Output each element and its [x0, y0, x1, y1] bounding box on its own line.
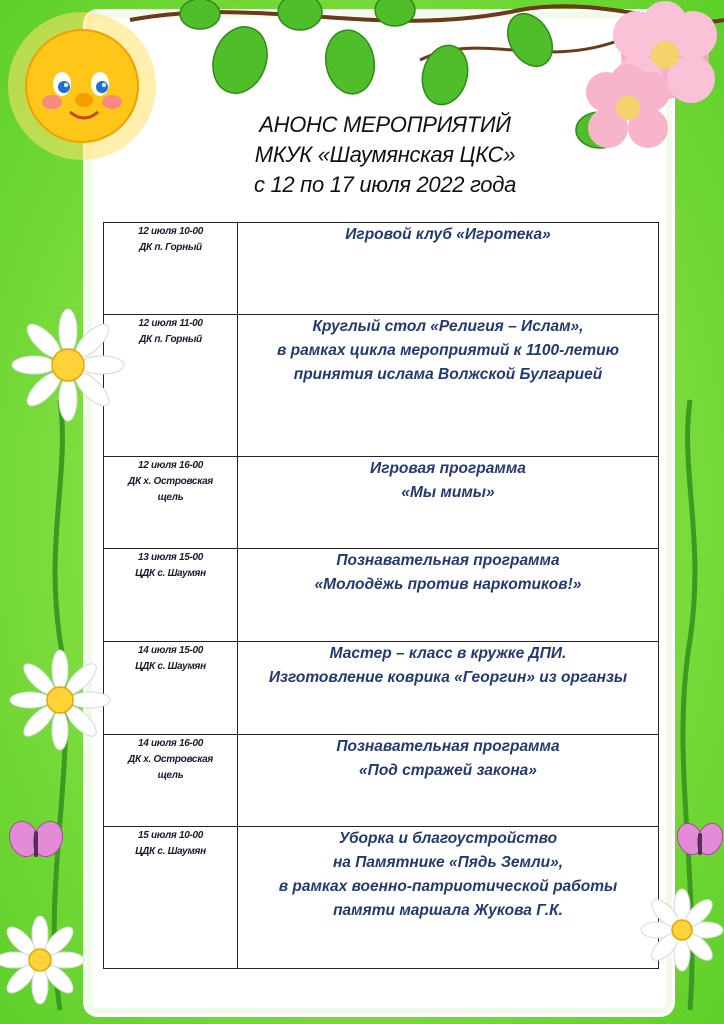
event-date: 15 июля 10-00 [137, 830, 204, 841]
event-place: щель [157, 770, 184, 781]
table-row [104, 549, 659, 642]
table-row [104, 223, 659, 315]
event-date: 12 июля 11-00 [138, 318, 203, 329]
event-datetime-cell [104, 223, 238, 315]
event-line: Познавательная программа [336, 738, 560, 755]
table-row [104, 457, 659, 549]
event-description-cell [238, 223, 659, 315]
event-line: Мастер – класс в кружке ДПИ. [329, 645, 567, 662]
event-description-cell [238, 827, 659, 969]
event-line: «Молодёжь против наркотиков!» [314, 576, 582, 593]
event-datetime-cell [104, 827, 238, 969]
event-place: ДК п. Горный [139, 334, 202, 345]
event-line: Игровой клуб «Игротека» [345, 226, 551, 243]
announcement-header [150, 110, 620, 200]
event-place: щель [157, 492, 184, 503]
event-date: 12 июля 10-00 [137, 226, 204, 237]
event-line: «Под стражей закона» [359, 762, 537, 779]
event-datetime-cell [104, 315, 238, 457]
event-description-cell [238, 735, 659, 827]
event-description-cell [238, 457, 659, 549]
event-description-cell [238, 315, 659, 457]
event-description-cell [238, 642, 659, 735]
table-row [104, 642, 659, 735]
event-place: ЦДК с. Шаумян [135, 568, 206, 579]
event-date: 14 июля 15-00 [137, 645, 204, 656]
event-description-cell [238, 549, 659, 642]
event-datetime-cell [104, 457, 238, 549]
event-line: принятия ислама Волжской Булгарией [293, 366, 603, 383]
event-line: в рамках военно-патриотической работы [278, 878, 618, 895]
schedule-table [103, 222, 659, 969]
event-date: 13 июля 15-00 [137, 552, 204, 563]
event-line: Игровая программа [370, 460, 526, 477]
event-place: ДК х. Островская [128, 754, 213, 765]
event-line: на Памятнике «Пядь Земли», [332, 854, 564, 871]
table-row [104, 315, 659, 457]
event-line: Изготовление коврика «Георгин» из органзы [268, 669, 628, 686]
header-organization: МКУК «Шаумянская ЦКС» [254, 142, 516, 167]
event-place: ДК п. Горный [139, 242, 202, 253]
event-line: Уборка и благоустройство [338, 830, 558, 847]
event-place: ЦДК с. Шаумян [135, 661, 206, 672]
event-date: 14 июля 16-00 [137, 738, 204, 749]
header-title: АНОНС МЕРОПРИЯТИЙ [259, 112, 511, 137]
event-line: Круглый стол «Религия – Ислам», [312, 318, 584, 335]
event-datetime-cell [104, 549, 238, 642]
table-row [104, 735, 659, 827]
event-line: в рамках цикла мероприятий к 1100-летию [276, 342, 620, 359]
event-line: памяти маршала Жукова Г.К. [333, 902, 563, 919]
event-line: Познавательная программа [336, 552, 560, 569]
event-date: 12 июля 16-00 [137, 460, 204, 471]
event-datetime-cell [104, 642, 238, 735]
event-line: «Мы мимы» [401, 484, 495, 501]
header-date-range: с 12 по 17 июля 2022 года [253, 172, 517, 197]
event-datetime-cell [104, 735, 238, 827]
event-place: ДК х. Островская [128, 476, 213, 487]
event-place: ЦДК с. Шаумян [135, 846, 206, 857]
table-row [104, 827, 659, 969]
